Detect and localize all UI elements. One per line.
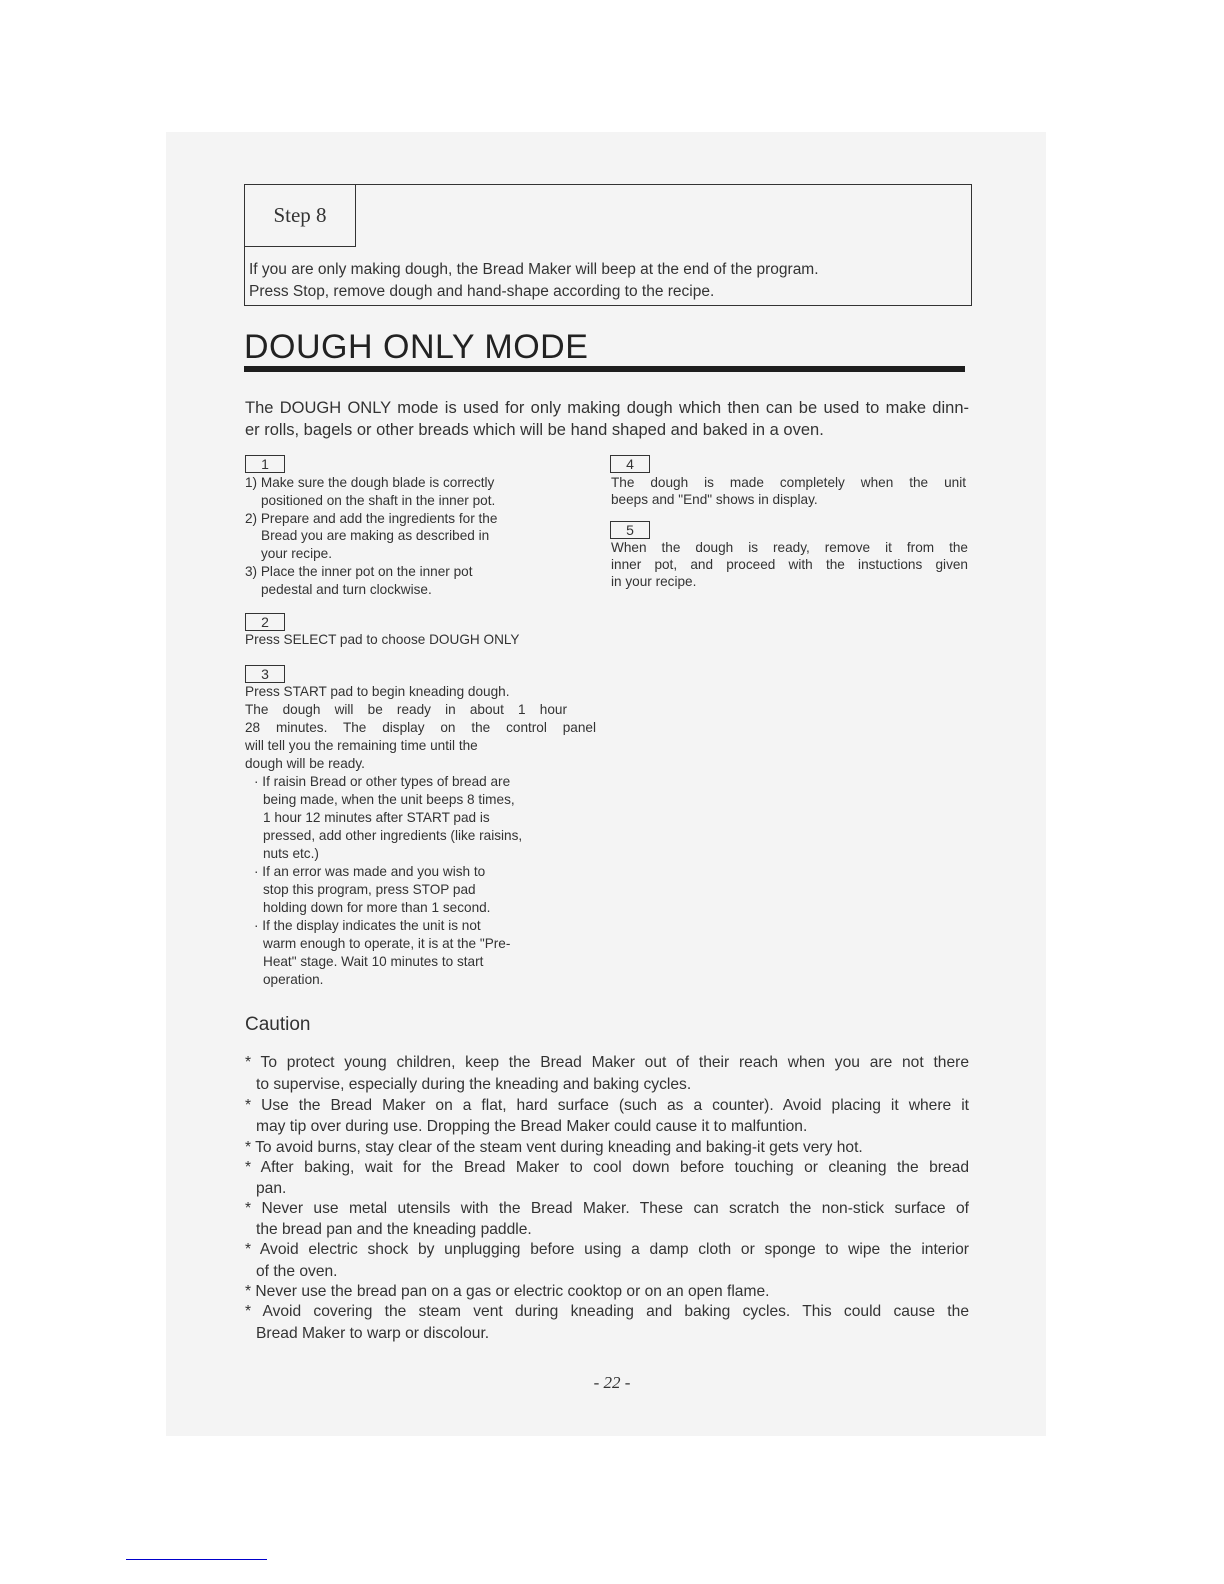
step-number-box-5: 5 [610, 521, 650, 539]
step-number-box-4: 4 [610, 455, 650, 473]
left-text-line: 28 minutes. The display on the control panel [245, 720, 596, 735]
step-number-box-3: 3 [245, 665, 285, 683]
caution-line: * After baking, wait for the Bread Maker to cool down before touching or cleaning the bread [245, 1159, 969, 1176]
caution-heading: Caution [245, 1014, 311, 1035]
page-number: - 22 - [593, 1373, 631, 1392]
left-bullet-line: warm enough to operate, it is at the "Pre- [263, 936, 511, 951]
caution-line: * Avoid covering the steam vent during kneading and baking cycles. This could cause the [245, 1303, 969, 1320]
caution-line: may tip over during use. Dropping the Bread Maker could cause it to malfuntion. [256, 1118, 808, 1135]
left-bullet-line: Heat" stage. Wait 10 minutes to start [263, 954, 484, 969]
intro-line-2: er rolls, bagels or other breads which will be hand shaped and baked in a oven. [245, 421, 824, 439]
title-underline [244, 366, 965, 372]
left-text-line: Press START pad to begin kneading dough. [245, 684, 510, 699]
left-bullet-line: 1 hour 12 minutes after START pad is [263, 810, 490, 825]
footer-rule [126, 1559, 267, 1560]
caution-line: pan. [256, 1180, 287, 1197]
step-number-box-2: 2 [245, 613, 285, 631]
left-text-line: positioned on the shaft in the inner pot. [261, 493, 496, 508]
right-text-line: The dough is made completely when the unit [611, 475, 966, 490]
left-text-line: will tell you the remaining time until the [245, 738, 478, 753]
left-bullet-line: nuts etc.) [263, 846, 319, 861]
page-title: DOUGH ONLY MODE [244, 328, 589, 366]
left-bullet-line: pressed, add other ingredients (like raisins, [263, 828, 523, 843]
step-text-line-1: If you are only making dough, the Bread Maker will beep at the end of the program. [249, 261, 819, 278]
caution-line: of the oven. [256, 1263, 338, 1280]
caution-line: * Avoid electric shock by unplugging before using a damp cloth or sponge to wipe the interior [245, 1241, 969, 1258]
left-text-line: 2) Prepare and add the ingredients for the [245, 511, 498, 526]
step-number-box-1: 1 [245, 455, 285, 473]
left-bullet-line: · If raisin Bread or other types of bread are [254, 774, 511, 789]
caution-line: Bread Maker to warp or discolour. [256, 1325, 490, 1342]
left-bullet-line: being made, when the unit beeps 8 times, [263, 792, 515, 807]
caution-line: * Use the Bread Maker on a flat, hard surface (such as a counter). Avoid placing it where it [245, 1097, 969, 1114]
left-text-line: pedestal and turn clockwise. [261, 582, 432, 597]
left-text-line: 1) Make sure the dough blade is correctly [245, 475, 495, 490]
caution-line: the bread pan and the kneading paddle. [256, 1221, 532, 1238]
left-text-line: Bread you are making as described in [261, 528, 490, 543]
caution-line: * To protect young children, keep the Bread Maker out of their reach when you are not there [245, 1054, 969, 1071]
step-label: Step 8 [245, 185, 356, 247]
step-text-line-2: Press Stop, remove dough and hand-shape according to the recipe. [249, 283, 715, 300]
left-bullet-line: operation. [263, 972, 324, 987]
right-text-line: in your recipe. [611, 574, 697, 589]
intro-line-1: The DOUGH ONLY mode is used for only making dough which then can be used to make dinn- [245, 399, 969, 417]
caution-line: * Never use the bread pan on a gas or electric cooktop or on an open flame. [245, 1283, 770, 1300]
left-text-line: your recipe. [261, 546, 333, 561]
step-box [244, 184, 972, 306]
left-text-line: dough will be ready. [245, 756, 365, 771]
caution-line: * Never use metal utensils with the Bread Maker. These can scratch the non-stick surface of [245, 1200, 969, 1217]
left-bullet-line: stop this program, press STOP pad [263, 882, 476, 897]
right-text-line: inner pot, and proceed with the instuctions given [611, 557, 968, 572]
right-text-line: When the dough is ready, remove it from the [611, 540, 968, 555]
left-text-line: Press SELECT pad to choose DOUGH ONLY [245, 632, 520, 647]
right-text-line: beeps and "End" shows in display. [611, 492, 818, 507]
caution-line: * To avoid burns, stay clear of the steam vent during kneading and baking-it gets very hot. [245, 1139, 863, 1156]
left-text-line: The dough will be ready in about 1 hour [245, 702, 567, 717]
left-text-line: 3) Place the inner pot on the inner pot [245, 564, 473, 579]
left-bullet-line: · If the display indicates the unit is not [254, 918, 481, 933]
left-bullet-line: · If an error was made and you wish to [254, 864, 486, 879]
left-bullet-line: holding down for more than 1 second. [263, 900, 491, 915]
caution-line: to supervise, especially during the kneading and baking cycles. [256, 1076, 692, 1093]
